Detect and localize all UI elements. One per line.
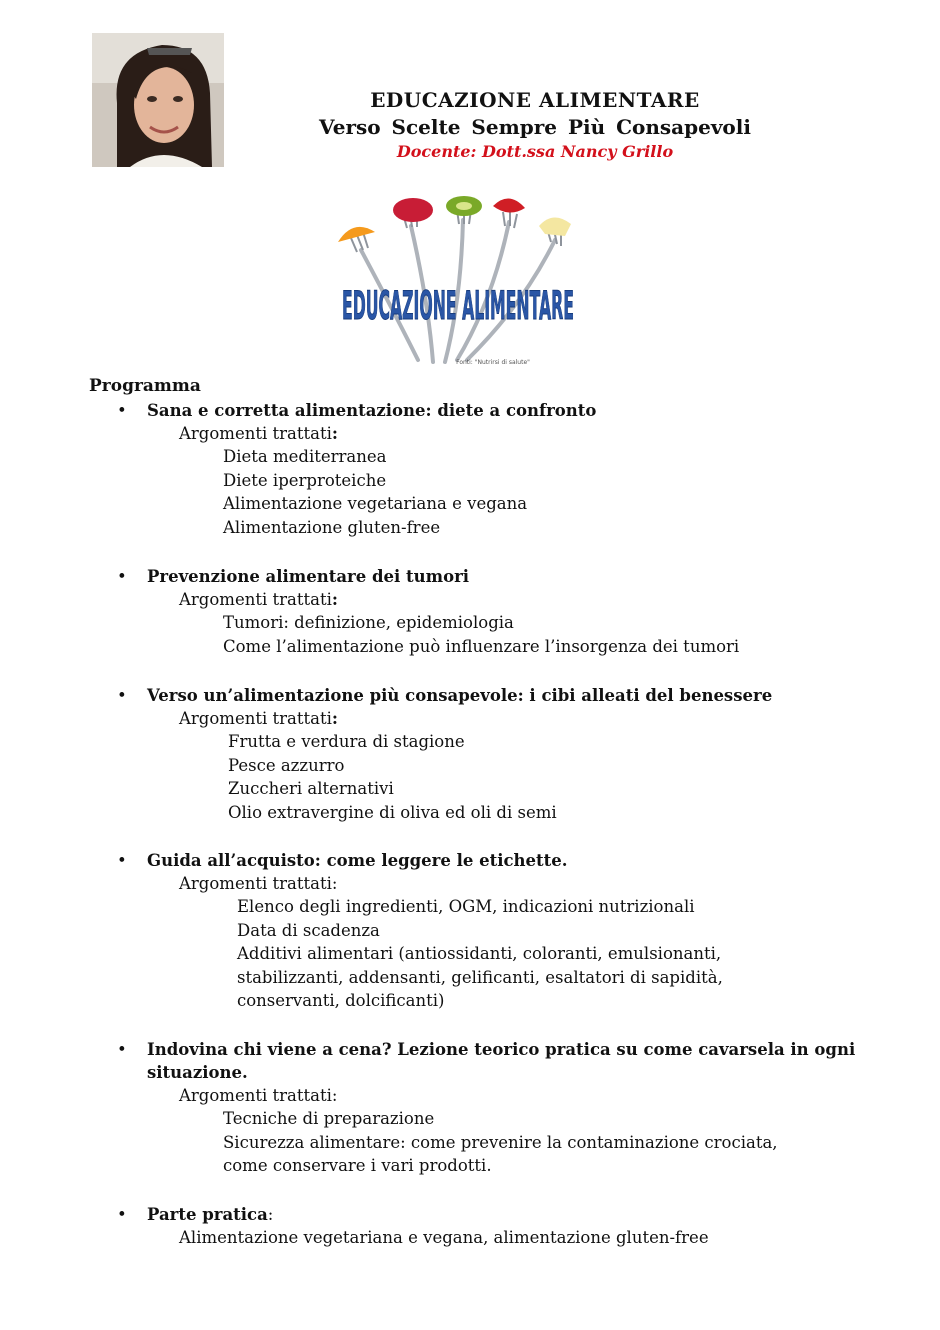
topic-item: Alimentazione gluten-free [223, 517, 441, 537]
topic-item: Alimentazione vegetariana e vegana, alimentazione gluten-free [179, 1228, 709, 1247]
topic-list [223, 1107, 855, 1178]
topic-item: Elenco degli ingredienti, OGM, indicazioni nutrizionali [237, 897, 695, 916]
bullet-icon: • [117, 686, 127, 705]
topic-list [237, 895, 723, 1013]
bullet-icon: • [117, 401, 127, 420]
program-section [117, 1038, 855, 1178]
bullet-icon: • [117, 851, 127, 870]
topic-list [223, 445, 596, 539]
program-section [117, 684, 772, 824]
bullet-icon: • [117, 1205, 127, 1224]
topic-item: Dieta mediterranea [223, 447, 387, 466]
topic-item: Tecniche di preparazione [223, 1109, 435, 1128]
bullet-icon: • [117, 1040, 127, 1059]
topic-list [228, 730, 772, 824]
section-heading: • Parte pratica: [117, 1205, 274, 1224]
section-heading: • Sana e corretta alimentazione: diete a confronto [117, 401, 597, 420]
section-heading: • Indovina chi viene a cena? Lezione teorico pratica su come cavarsela in ogni situazione. [117, 1040, 856, 1082]
bullet-icon: • [117, 567, 127, 586]
topic-item: Frutta e verdura di stagione [228, 732, 465, 751]
topic-item: stabilizzanti, addensanti, gelificanti, esaltatori di sapidità, [237, 967, 723, 987]
topic-item: Alimentazione vegetariana e vegana [223, 494, 528, 513]
arguments-label: Argomenti trattati: [179, 1086, 338, 1105]
program-section [117, 1203, 709, 1250]
document-title: EDUCAZIONE ALIMENTARE [370, 88, 700, 112]
arguments-label: Argomenti trattati: [179, 709, 338, 728]
topic-item: come conservare i vari prodotti. [223, 1156, 492, 1175]
topic-item: Tumori: definizione, epidemiologia [223, 613, 514, 632]
program-section [117, 849, 723, 1013]
section-heading: • Guida all’acquisto: come leggere le etichette. [117, 851, 568, 870]
arguments-label: Argomenti trattati: [179, 590, 338, 609]
section-heading: • Prevenzione alimentare dei tumori [117, 567, 470, 586]
educazione-alimentare-logo [333, 190, 583, 370]
program-section [117, 399, 596, 539]
topic-list [179, 1226, 709, 1250]
author-photo [92, 33, 224, 167]
topic-item: Olio extravergine di oliva ed oli di semi [228, 802, 557, 822]
program-title: Programma [89, 376, 201, 396]
logo-text: EDUCAZIONE ALIMENTARE [342, 282, 574, 329]
arguments-label: Argomenti trattati: [179, 874, 338, 893]
program-section [117, 565, 739, 658]
topic-item: Data di scadenza [237, 920, 380, 940]
section-heading: • Verso un’alimentazione più consapevole: i cibi alleati del benessere [117, 686, 773, 705]
topic-item: Pesce azzurro [228, 755, 345, 775]
topic-item: Diete iperproteiche [223, 470, 387, 490]
topic-item: Additivi alimentari (antiossidanti, coloranti, emulsionanti, [237, 944, 722, 963]
document-subtitle: Verso Scelte Sempre Più Consapevoli [319, 115, 751, 139]
teacher-name: Docente: Dott.ssa Nancy Grillo [396, 142, 674, 161]
arguments-label: Argomenti trattati: [179, 424, 338, 443]
logo-credit: Fonti: "Nutrirsi di salute" [456, 359, 530, 366]
topic-item: conservanti, dolcificanti) [237, 991, 445, 1010]
topic-list [223, 611, 739, 658]
topic-item: Come l’alimentazione può influenzare l’insorgenza dei tumori [223, 636, 740, 656]
topic-item: Zuccheri alternativi [228, 779, 394, 798]
topic-item: Sicurezza alimentare: come prevenire la contaminazione crociata, [223, 1132, 778, 1152]
